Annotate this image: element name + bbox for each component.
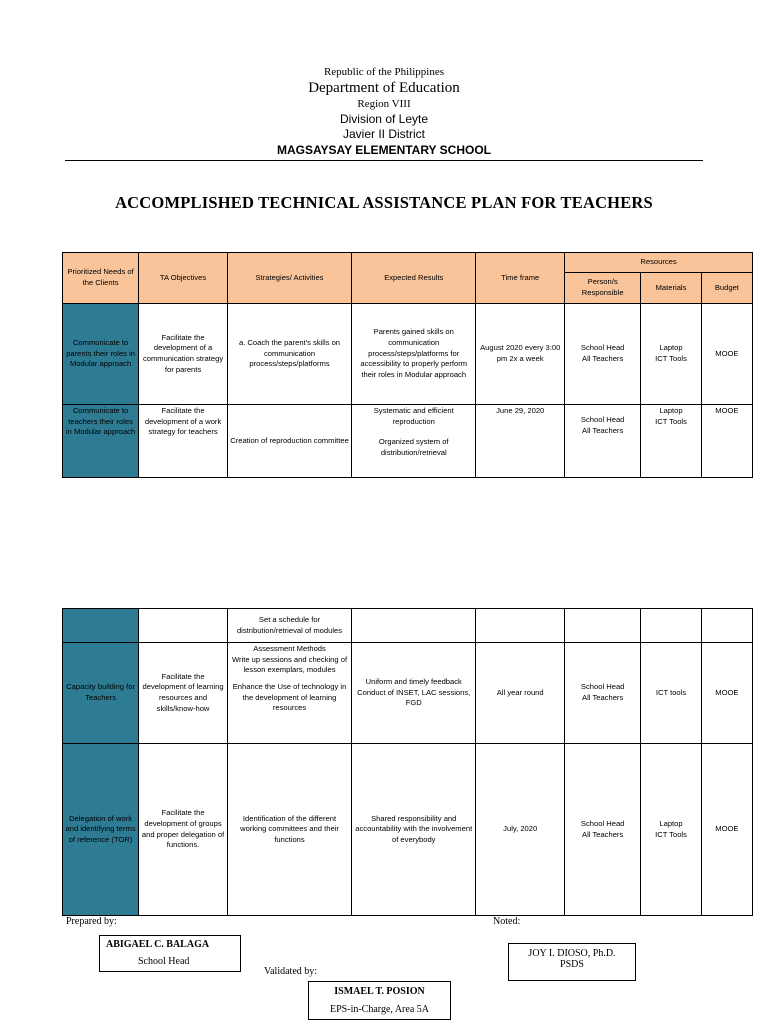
signatory-name: ISMAEL T. POSION	[334, 986, 425, 997]
materials-cell: ICT tools	[641, 643, 702, 744]
timeframe-cell	[476, 609, 565, 643]
materials-cell	[641, 304, 702, 405]
validated-by-signature	[308, 981, 451, 1020]
materials-line: Laptop	[659, 818, 683, 828]
need-cell	[63, 609, 139, 643]
budget-cell: MOOE	[701, 744, 752, 916]
persons-cell	[565, 744, 641, 916]
timeframe-cell: August 2020 every 3:00 pm 2x a week	[476, 304, 565, 405]
persons-cell	[565, 643, 641, 744]
validated-by-label: Validated by:	[264, 966, 318, 977]
need-cell: Capacity building for Teachers	[63, 643, 139, 744]
need-cell: Communicate to teachers their roles in Modular approach	[63, 405, 139, 478]
strategy-cell: a. Coach the parent's skills on communication process/steps/platforms	[227, 304, 351, 405]
materials-line: ICT Tools	[655, 354, 687, 363]
table-row	[63, 609, 753, 643]
col-header-resources: Resources	[565, 253, 753, 273]
col-header-budget: Budget	[701, 273, 752, 304]
header-region: Region VIII	[357, 98, 411, 110]
signatory-role: PSDS	[560, 959, 584, 970]
result-line: Organized system of distribution/retrieval	[378, 437, 449, 457]
table-row	[63, 304, 753, 405]
signatory-name: JOY I. DIOSO, Ph.D.	[528, 948, 616, 959]
objective-cell: Facilitate the development of learning resources and skills/know-how	[139, 643, 228, 744]
header-district: Javier II District	[342, 127, 425, 141]
col-header-objectives: TA Objectives	[139, 253, 228, 304]
result-cell	[352, 405, 476, 478]
persons-line: School Head	[580, 818, 625, 828]
col-header-timeframe: Time frame	[476, 253, 565, 304]
objective-cell	[139, 609, 228, 643]
objective-cell: Facilitate the development of groups and proper delegation of functions.	[139, 744, 228, 916]
need-cell: Communicate to parents their roles in Modular approach	[63, 304, 139, 405]
table-row	[63, 643, 753, 744]
materials-line: Laptop	[659, 406, 683, 415]
budget-cell: MOOE	[701, 405, 752, 478]
materials-line: ICT Tools	[655, 416, 687, 426]
signatory-role: EPS-in-Charge, Area 5A	[330, 1004, 429, 1015]
budget-cell: MOOE	[701, 643, 752, 744]
strategy-line: Write up sessions and checking of lesson exemplars, modules	[231, 654, 348, 675]
persons-line: All Teachers	[582, 693, 624, 702]
budget-cell	[701, 609, 752, 643]
noted-signature	[508, 943, 636, 981]
strategy-cell	[227, 643, 351, 744]
document-title: ACCOMPLISHED TECHNICAL ASSISTANCE PLAN FOR TEACHERS	[115, 193, 653, 212]
persons-line: School Head	[580, 343, 625, 353]
persons-cell	[565, 609, 641, 643]
ta-plan-table-page2	[62, 608, 753, 916]
need-cell: Delegation of work and identifying terms of reference (TOR)	[63, 744, 139, 916]
noted-label: Noted:	[493, 916, 521, 927]
strategy-cell: Identification of the different working committees and their functions	[227, 744, 351, 916]
materials-line: Laptop	[659, 343, 683, 353]
persons-line: All Teachers	[582, 425, 624, 435]
materials-cell	[641, 609, 702, 643]
signatory-role: School Head	[138, 956, 190, 967]
result-cell: Parents gained skills on communication process/steps/platforms for accessibility to properly perform their roles in Modular approach	[352, 304, 476, 405]
col-header-materials: Materials	[641, 273, 702, 304]
strategy-line: Assessment Methods	[253, 644, 326, 653]
col-header-strategies: Strategies/ Activities	[227, 253, 351, 304]
materials-cell	[641, 744, 702, 916]
ta-plan-table-page1	[62, 252, 753, 478]
header-department: Department of Education	[308, 80, 460, 96]
timeframe-cell: June 29, 2020	[476, 405, 565, 478]
result-cell: Uniform and timely feedback Conduct of INSET, LAC sessions, FGD	[352, 643, 476, 744]
materials-line: ICT Tools	[655, 829, 687, 839]
strategy-cell: Creation of reproduction committee	[227, 405, 351, 478]
budget-cell: MOOE	[701, 304, 752, 405]
table-row	[63, 744, 753, 916]
prepared-by-signature	[99, 935, 241, 972]
result-line: Systematic and efficient reproduction	[373, 406, 454, 426]
strategy-cell: Set a schedule for distribution/retrieval of modules	[227, 609, 351, 643]
signatory-name: ABIGAEL C. BALAGA	[106, 939, 210, 950]
result-cell	[352, 609, 476, 643]
persons-cell	[565, 405, 641, 478]
timeframe-cell: All year round	[476, 643, 565, 744]
prepared-by-label: Prepared by:	[66, 916, 117, 927]
col-header-persons: Person/s Responsible	[565, 273, 641, 304]
table-row	[63, 405, 753, 478]
header-republic: Republic of the Philippines	[323, 66, 445, 78]
header-school: MAGSAYSAY ELEMENTARY SCHOOL	[276, 143, 492, 157]
result-cell: Shared responsibility and accountability with the involvement of everybody	[352, 744, 476, 916]
objective-cell: Facilitate the development of a work strategy for teachers	[139, 405, 228, 478]
objective-cell: Facilitate the development of a communication strategy for parents	[139, 304, 228, 405]
persons-cell	[565, 304, 641, 405]
persons-line: All Teachers	[582, 829, 624, 839]
materials-cell	[641, 405, 702, 478]
col-header-results: Expected Results	[352, 253, 476, 304]
persons-line: School Head	[580, 682, 625, 692]
strategy-line: Enhance the Use of technology in the development of learning resources	[232, 681, 347, 713]
persons-line: All Teachers	[582, 354, 624, 363]
persons-line: School Head	[580, 415, 625, 424]
header-divider	[65, 160, 703, 161]
col-header-needs: Prioritized Needs of the Clients	[63, 253, 139, 304]
timeframe-cell: July, 2020	[476, 744, 565, 916]
header-division: Division of Leyte	[339, 112, 429, 126]
